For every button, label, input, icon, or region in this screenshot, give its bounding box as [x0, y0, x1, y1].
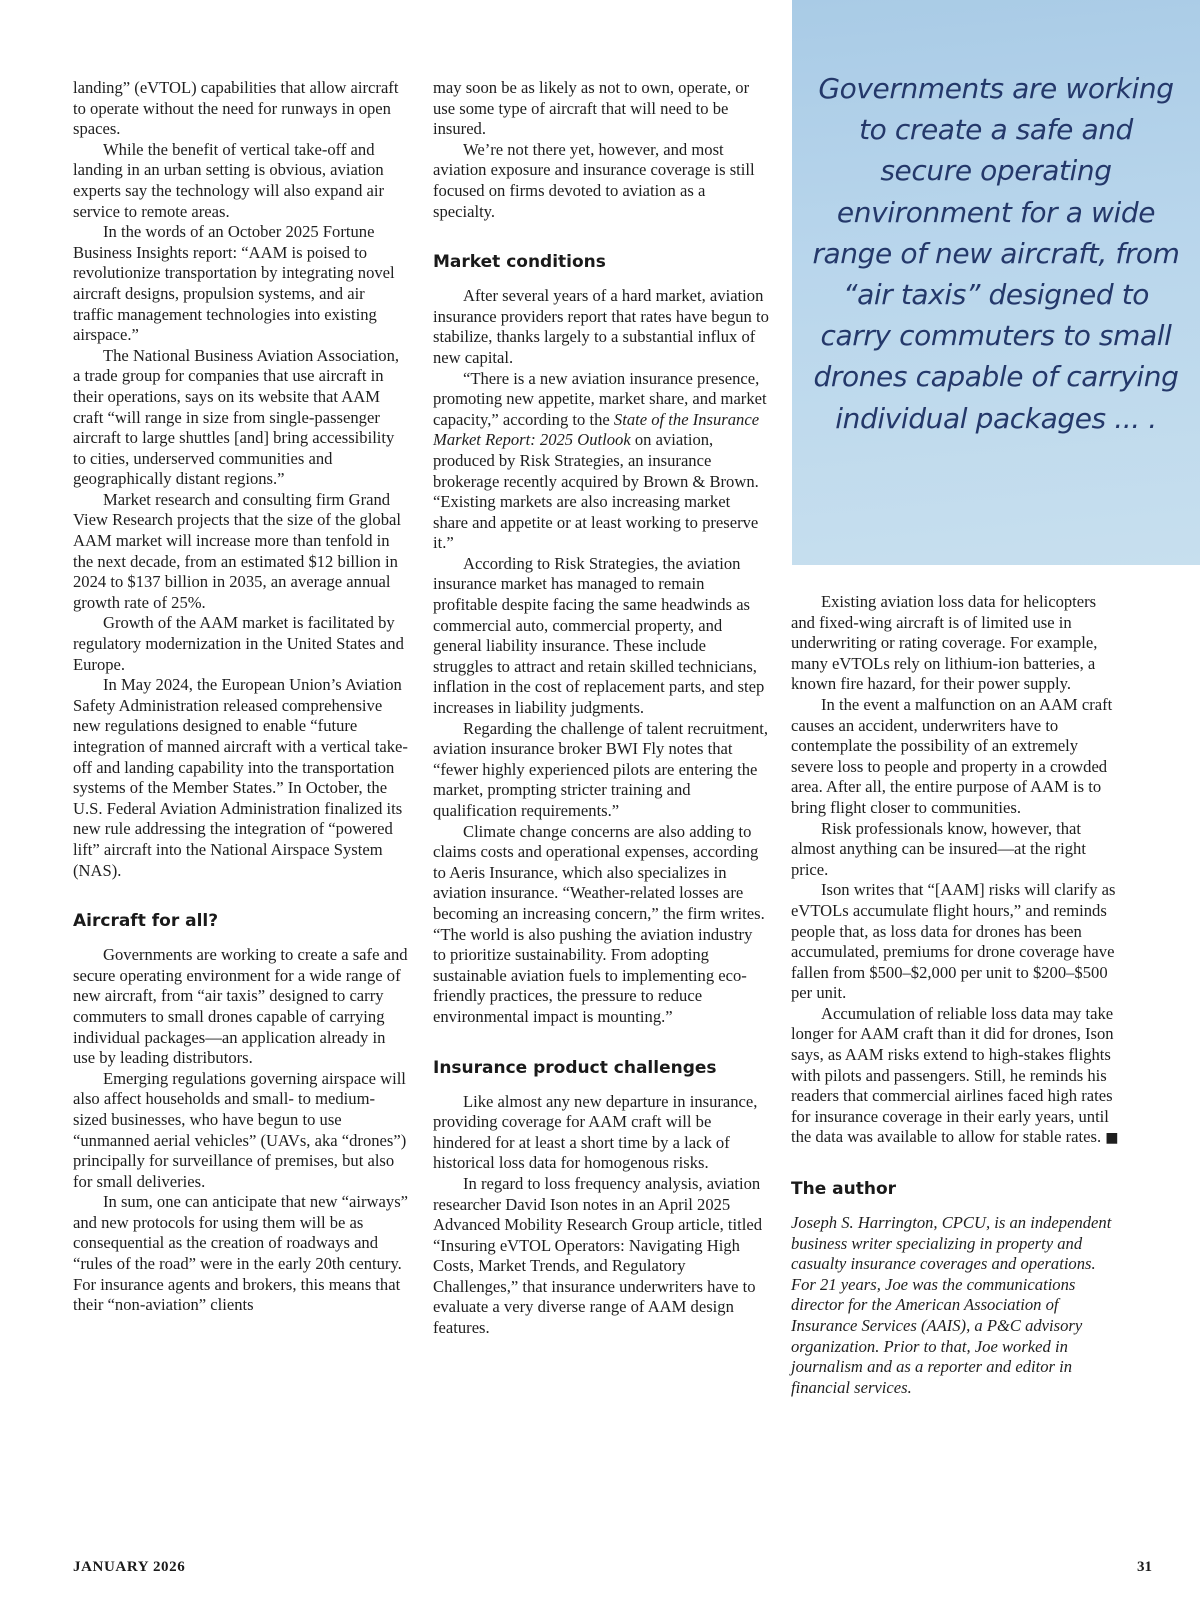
- paragraph-text: Accumulation of reliable loss data may take longer for AAM craft than it did for drones, Ison says, as AAM risks extend to high-stakes flights with pilots and passengers. Still, he reminds his readers that commercial airlines faced high rates for insurance coverage in their early years, until the data was available to allow for stable rates.: [791, 1003, 1114, 1147]
- paragraph: landing” (eVTOL) capabilities that allow aircraft to operate without the need for runways in open spaces.: [73, 78, 399, 139]
- author-bio: Joseph S. Harrington, CPCU, is an independent business writer specializing in property and casualty insurance coverages and operations. For 21 years, Joe was the communications director for the American Association of Insurance Services (AAIS), a P&C advisory organization. Prior to that, Joe worked in journalism and as a reporter and editor in financial services.: [791, 1213, 1112, 1397]
- paragraph-text: on aviation, produced by Risk Strategies, an insurance brokerage recently acquired by Brown & Brown. “Existing markets are also increasing market share and appetite or at least working to preserve it.”: [433, 430, 759, 553]
- paragraph: Governments are working to create a safe and secure operating environment for a wide range of new aircraft, from “air taxis” designed to carry commuters to small drones capable of carrying individual packages—an application already in use by leading distributors.: [73, 945, 408, 1068]
- paragraph: [433, 369, 769, 554]
- footer-issue-date: JANUARY 2026: [73, 1559, 186, 1575]
- paragraph: Existing aviation loss data for helicopters and fixed-wing aircraft is of limited use in underwriting or rating coverage. For example, many eVTOLs rely on lithium-ion batteries, a known fire hazard, for their power supply.: [791, 592, 1098, 694]
- paragraph: Ison writes that “[AAM] risks will clarify as eVTOLs accumulate flight hours,” and reminds people that, as loss data for drones has been accumulated, premiums for drone coverage have fallen from $500–$2,000 per unit to $200–$500 per unit.: [791, 880, 1116, 1003]
- article-column-1: [73, 78, 409, 1316]
- paragraph: Emerging regulations governing airspace will also affect households and small- to medium-sized businesses, who have begun to use “unmanned aerial vehicles” (UAVs, aka “drones”) principally for surveillance of premises, but also for small deliveries.: [73, 1068, 407, 1191]
- paragraph: After several years of a hard market, aviation insurance providers report that rates have begun to stabilize, thanks largely to a substantial influx of new capital.: [433, 286, 769, 367]
- paragraph: Regarding the challenge of talent recruitment, aviation insurance broker BWI Fly notes that “fewer highly experienced pilots are entering the market, prompting stricter training and qualification requirements.”: [433, 718, 769, 820]
- section-heading-aircraft-for-all: Aircraft for all?: [73, 911, 219, 932]
- article-column-3: [791, 592, 1123, 1398]
- end-of-article-icon: ■: [1105, 1130, 1119, 1147]
- paragraph: In May 2024, the European Union’s Aviation Safety Administration released comprehensive new regulations designed to enable “future integration of manned aircraft with a vertical take-off and landing capability into the transportation systems of the Member States.” In October, the U.S. Federal Aviation Administration finalized its new rule addressing the integration of “powered lift” aircraft into the National Airspace System (NAS).: [73, 675, 408, 880]
- section-heading-market-conditions: Market conditions: [433, 252, 606, 273]
- paragraph: According to Risk Strategies, the aviation insurance market has managed to remain profitable despite facing the same headwinds as commercial auto, commercial property, and general liability insurance. These include struggles to attract and retain skilled technicians, inflation in the cost of replacement parts, and step increases in liability judgments.: [433, 553, 765, 718]
- paragraph: Market research and consulting firm Grand View Research projects that the size of the global AAM market will increase more than tenfold in the next decade, from an estimated $12 billion in 2024 to $137 billion in 2035, an average annual growth rate of 25%.: [73, 489, 401, 612]
- paragraph: may soon be as likely as not to own, operate, or use some type of aircraft that will need to be insured.: [433, 78, 750, 139]
- section-heading-insurance-product-challenges: Insurance product challenges: [433, 1057, 717, 1078]
- paragraph: In the words of an October 2025 Fortune Business Insights report: “AAM is poised to revolutionize transportation by integrating novel aircraft designs, propulsion systems, and air traffic management technologies into existing airspace.”: [73, 222, 395, 345]
- report-title: State of the Insurance Market Report: 2025 Outlook: [433, 409, 760, 450]
- paragraph: In sum, one can anticipate that new “airways” and new protocols for using them will be as consequential as the creation of roadways and “rules of the road” were in the early 20th century. For insurance agents and brokers, this means that their “non-aviation” clients: [73, 1192, 409, 1315]
- paragraph: Risk professionals know, however, that almost anything can be insured—at the right price.: [791, 818, 1086, 879]
- page-number: 31: [1137, 1559, 1152, 1575]
- paragraph: Like almost any new departure in insurance, providing coverage for AAM craft will be hindered for at least a short time by a lack of historical loss data for homogenous risks.: [433, 1091, 758, 1173]
- paragraph: [791, 1004, 1123, 1149]
- pull-quote-text: Governments are working to create a safe and secure operating environment for a wide range of new aircraft, from “air taxis” designed to carry commuters to small drones capable of carrying individual packages ... .: [812, 72, 1180, 435]
- paragraph: We’re not there yet, however, and most aviation exposure and insurance coverage is still focused on firms devoted to aviation as a specialty.: [433, 139, 755, 221]
- paragraph: In regard to loss frequency analysis, aviation researcher David Ison notes in an April 2025 Advanced Mobility Research Group article, titled “Insuring eVTOL Operators: Navigating High Costs, Market Trends, and Regulatory Challenges,” that insurance underwriters have to evaluate a very diverse range of AAM design features.: [433, 1173, 763, 1338]
- paragraph: Climate change concerns are also adding to claims costs and operational expenses, according to Aeris Insurance, which also specializes in aviation insurance. “Weather-related losses are becoming an increasing concern,” the firm writes. “The world is also pushing the aviation industry to prioritize sustainability. From adopting sustainable aviation fuels to implementing eco-friendly practices, the pressure to reduce environmental impact is mounting.”: [433, 821, 765, 1026]
- paragraph-text: “There is a new aviation insurance presence, promoting new appetite, market share, and market capacity,” according to the: [433, 368, 767, 429]
- paragraph: In the event a malfunction on an AAM craft causes an accident, underwriters have to contemplate the possibility of an extremely severe loss to people and property in a crowded area. After all, the entire purpose of AAM is to bring flight closer to communities.: [791, 694, 1113, 817]
- paragraph: While the benefit of vertical take-off and landing in an urban setting is obvious, aviation experts say the technology will also expand air service to remote areas.: [73, 139, 385, 221]
- section-heading-the-author: The author: [791, 1179, 897, 1200]
- article-column-2: [433, 78, 769, 1339]
- paragraph: Growth of the AAM market is facilitated by regulatory modernization in the United States and Europe.: [73, 613, 404, 674]
- paragraph: The National Business Aviation Association, a trade group for companies that use aircraft in their operations, says on its website that AAM craft “will range in size from single-passenger aircraft to large shuttles [and] bring accessibility to cities, underserved communities and geographically distant regions.”: [73, 345, 400, 489]
- pull-quote-box: [792, 0, 1200, 565]
